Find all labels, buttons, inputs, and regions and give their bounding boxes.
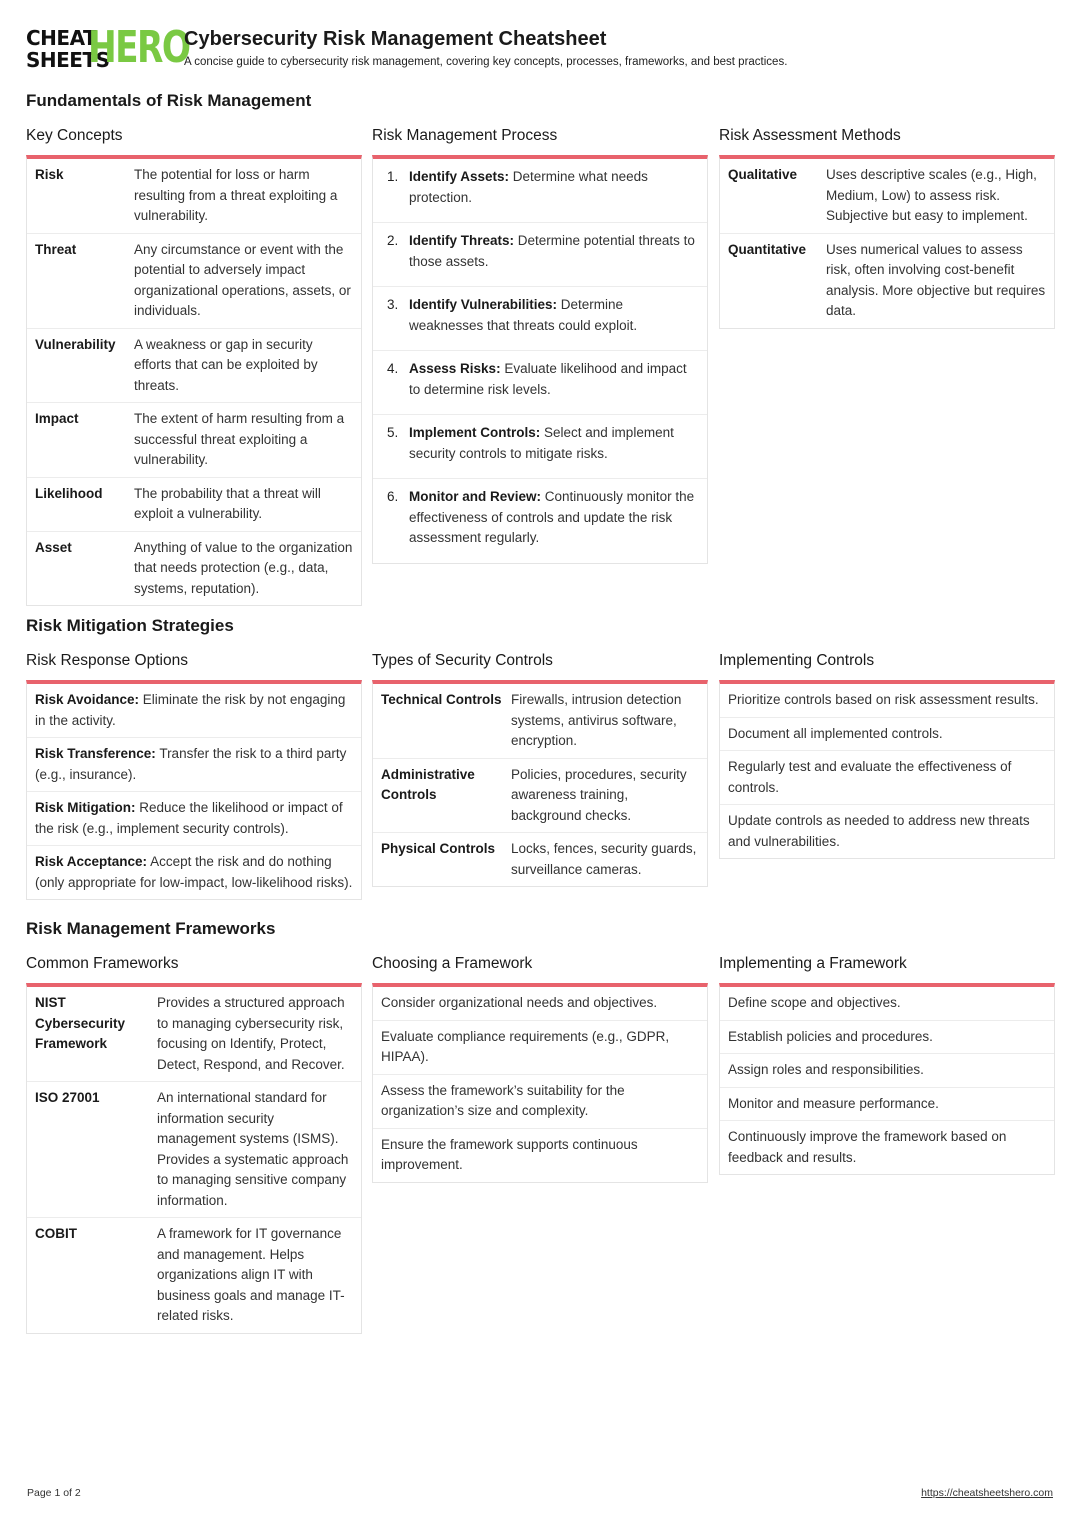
table-row [27,1081,361,1217]
list-item: Update controls as needed to address new threats and vulnerabilities. [720,804,1054,858]
control-types-table [372,680,708,887]
implementing-controls-list [719,680,1055,859]
section-title-fundamentals: Fundamentals of Risk Management [26,91,312,110]
step-description: Determine what needs protection. [409,169,648,205]
card-common-frameworks [26,953,362,1334]
list-item: Define scope and objectives. [728,995,901,1010]
table-row [373,758,707,833]
card-title: Risk Assessment Methods [719,127,901,144]
term-label: Physical Controls [381,841,496,856]
card-assessment-methods [719,125,1055,329]
site-link[interactable]: https://cheatsheetshero.com [921,1487,1053,1499]
step-number: 3. [387,297,399,312]
term-label: Risk [35,167,64,182]
implementing-framework-list [719,983,1055,1175]
table-row [373,684,707,758]
risk-process-list [372,155,708,564]
table-row [720,233,1054,328]
common-frameworks-table [26,983,362,1334]
list-item [27,791,361,845]
step-text [409,423,699,464]
step-number: 2. [387,233,399,248]
item-description: Accept the risk and do nothing (only appropriate for low-impact, low-likelihood risks). [35,854,353,890]
table-row [27,233,361,328]
logo-cheat-text: CHEAT [26,26,97,50]
card-title: Choosing a Framework [372,955,533,972]
step-number: 4. [387,361,399,376]
list-item [27,737,361,791]
card-control-types [372,650,708,887]
list-item: Prioritize controls based on risk assessment results. [728,692,1039,707]
term-description: The probability that a threat will exploit a vulnerability. [134,485,321,521]
section-title-frameworks: Risk Management Frameworks [26,919,276,938]
step-label: Assess Risks: [409,361,501,376]
page-header [26,22,1056,73]
step-label: Identify Assets: [409,169,510,184]
choosing-framework-list [372,983,708,1183]
term-label: Qualitative [728,167,798,182]
step-description: Continuously monitor the effectiveness of controls and update the risk assessment regularly. [409,489,695,545]
step-text [409,359,699,400]
card-title: Implementing Controls [719,652,875,669]
page-title: Cybersecurity Risk Management Cheatsheet [184,28,607,50]
term-label: Technical Controls [381,692,502,707]
key-concepts-table [26,155,362,606]
step-text [409,231,699,272]
term-description: Any circumstance or event with the potential to adversely impact organizational operations, assets, or individuals. [134,241,351,318]
list-item: Continuously improve the framework based on feedback and results. [720,1120,1054,1174]
table-row [27,987,361,1081]
table-row [27,402,361,477]
card-risk-process [372,125,708,564]
table-row [27,531,361,606]
term-label: Administrative Controls [381,766,475,802]
step-number: 6. [387,489,399,504]
card-title: Types of Security Controls [372,652,553,669]
logo-sheets-text: SHEETS [26,48,110,72]
logo-hero-text: HERO [88,22,190,73]
cheatsheetshero-logo[interactable] [26,22,190,73]
card-title: Risk Management Process [372,127,558,144]
term-description: Anything of value to the organization that needs protection (e.g., data, systems, reputation). [134,539,353,596]
item-label: Risk Transference: [35,746,156,761]
process-step [373,414,707,478]
table-row [720,159,1054,233]
section-title-mitigation: Risk Mitigation Strategies [26,616,234,635]
table-row [373,832,707,886]
term-label: Vulnerability [35,336,116,352]
table-row [27,159,361,233]
term-label: Likelihood [35,485,103,501]
assessment-methods-table [719,155,1055,329]
card-risk-response [26,650,362,900]
term-description: A weakness or gap in security efforts that can be exploited by threats. [134,336,318,393]
process-step [373,159,707,222]
term-label: NIST Cybersecurity Framework [35,995,126,1051]
term-description: Uses descriptive scales (e.g., High, Medium, Low) to assess risk. Subjective but easy to implement. [826,167,1037,223]
term-description: Locks, fences, security guards, surveillance cameras. [511,841,697,877]
list-item [27,845,361,899]
step-description: Select and implement security controls to mitigate risks. [409,425,674,461]
step-description: Determine weaknesses that threats could exploit. [409,297,638,333]
list-item: Assess the framework’s suitability for the organization’s size and complexity. [373,1074,707,1128]
term-label: COBIT [35,1226,77,1241]
card-title: Implementing a Framework [719,955,907,972]
table-row [27,328,361,403]
term-description: The potential for loss or harm resulting from a threat exploiting a vulnerability. [134,167,338,223]
item-description: Eliminate the risk by not engaging in the activity. [35,692,346,728]
step-number: 1. [387,169,399,184]
term-label: Impact [35,411,79,426]
step-text [409,167,699,208]
risk-response-list [26,680,362,900]
card-title: Common Frameworks [26,955,179,972]
term-description: Uses numerical values to assess risk, often involving cost-benefit analysis. More objective but requires data. [826,241,1046,318]
term-description: Policies, procedures, security awareness training, background checks. [511,766,687,823]
list-item: Document all implemented controls. [720,717,1054,751]
card-implementing-controls [719,650,1055,859]
page-subtitle: A concise guide to cybersecurity risk management, covering key concepts, processes, frameworks, and best practices. [184,56,788,68]
step-label: Identify Threats: [409,233,515,248]
term-description: The extent of harm resulting from a successful threat exploiting a vulnerability. [134,411,345,467]
step-text [409,295,699,336]
card-choosing-framework [372,953,708,1183]
table-row [27,477,361,531]
term-label: Asset [35,539,72,555]
process-step [373,350,707,414]
card-implementing-framework [719,953,1055,1175]
list-item: Establish policies and procedures. [720,1020,1054,1054]
item-label: Risk Mitigation: [35,800,136,815]
term-label: ISO 27001 [35,1090,100,1105]
item-description: Reduce the likelihood or impact of the risk (e.g., implement security controls). [35,800,343,836]
term-description: Provides a structured approach to managing cybersecurity risk, focusing on Identify, Protect, Detect, Respond, and Recover. [157,995,345,1072]
item-description: Transfer the risk to a third party (e.g., insurance). [35,746,347,782]
process-step [373,286,707,350]
list-item: Ensure the framework supports continuous improvement. [373,1128,707,1182]
term-description: A framework for IT governance and management. Helps organizations align IT with business goals and manage IT-related risks. [157,1226,345,1323]
page-number: Page 1 of 2 [27,1487,81,1499]
item-label: Risk Avoidance: [35,692,140,707]
item-label: Risk Acceptance: [35,854,148,869]
step-label: Identify Vulnerabilities: [409,297,558,312]
term-description: An international standard for information security management systems (ISMS). Provides a systematic approach to managing sensitive company information. [157,1090,349,1208]
step-label: Implement Controls: [409,425,541,440]
card-title: Risk Response Options [26,652,188,669]
term-label: Threat [35,241,77,257]
card-title: Key Concepts [26,127,123,144]
list-item: Monitor and measure performance. [720,1087,1054,1121]
table-row [27,1217,361,1333]
term-label: Quantitative [728,241,807,257]
list-item: Regularly test and evaluate the effectiveness of controls. [720,750,1054,804]
list-item: Evaluate compliance requirements (e.g., GDPR, HIPAA). [373,1020,707,1074]
step-description: Determine potential threats to those assets. [409,233,695,269]
step-description: Evaluate likelihood and impact to determine risk levels. [409,361,687,397]
process-step [373,222,707,286]
term-description: Firewalls, intrusion detection systems, antivirus software, encryption. [511,692,682,748]
list-item [27,684,361,737]
step-label: Monitor and Review: [409,489,542,504]
list-item: Assign roles and responsibilities. [720,1053,1054,1087]
card-key-concepts [26,125,362,606]
list-item: Consider organizational needs and objectives. [381,995,658,1010]
step-text [409,487,699,549]
process-step [373,478,707,563]
step-number: 5. [387,425,399,440]
